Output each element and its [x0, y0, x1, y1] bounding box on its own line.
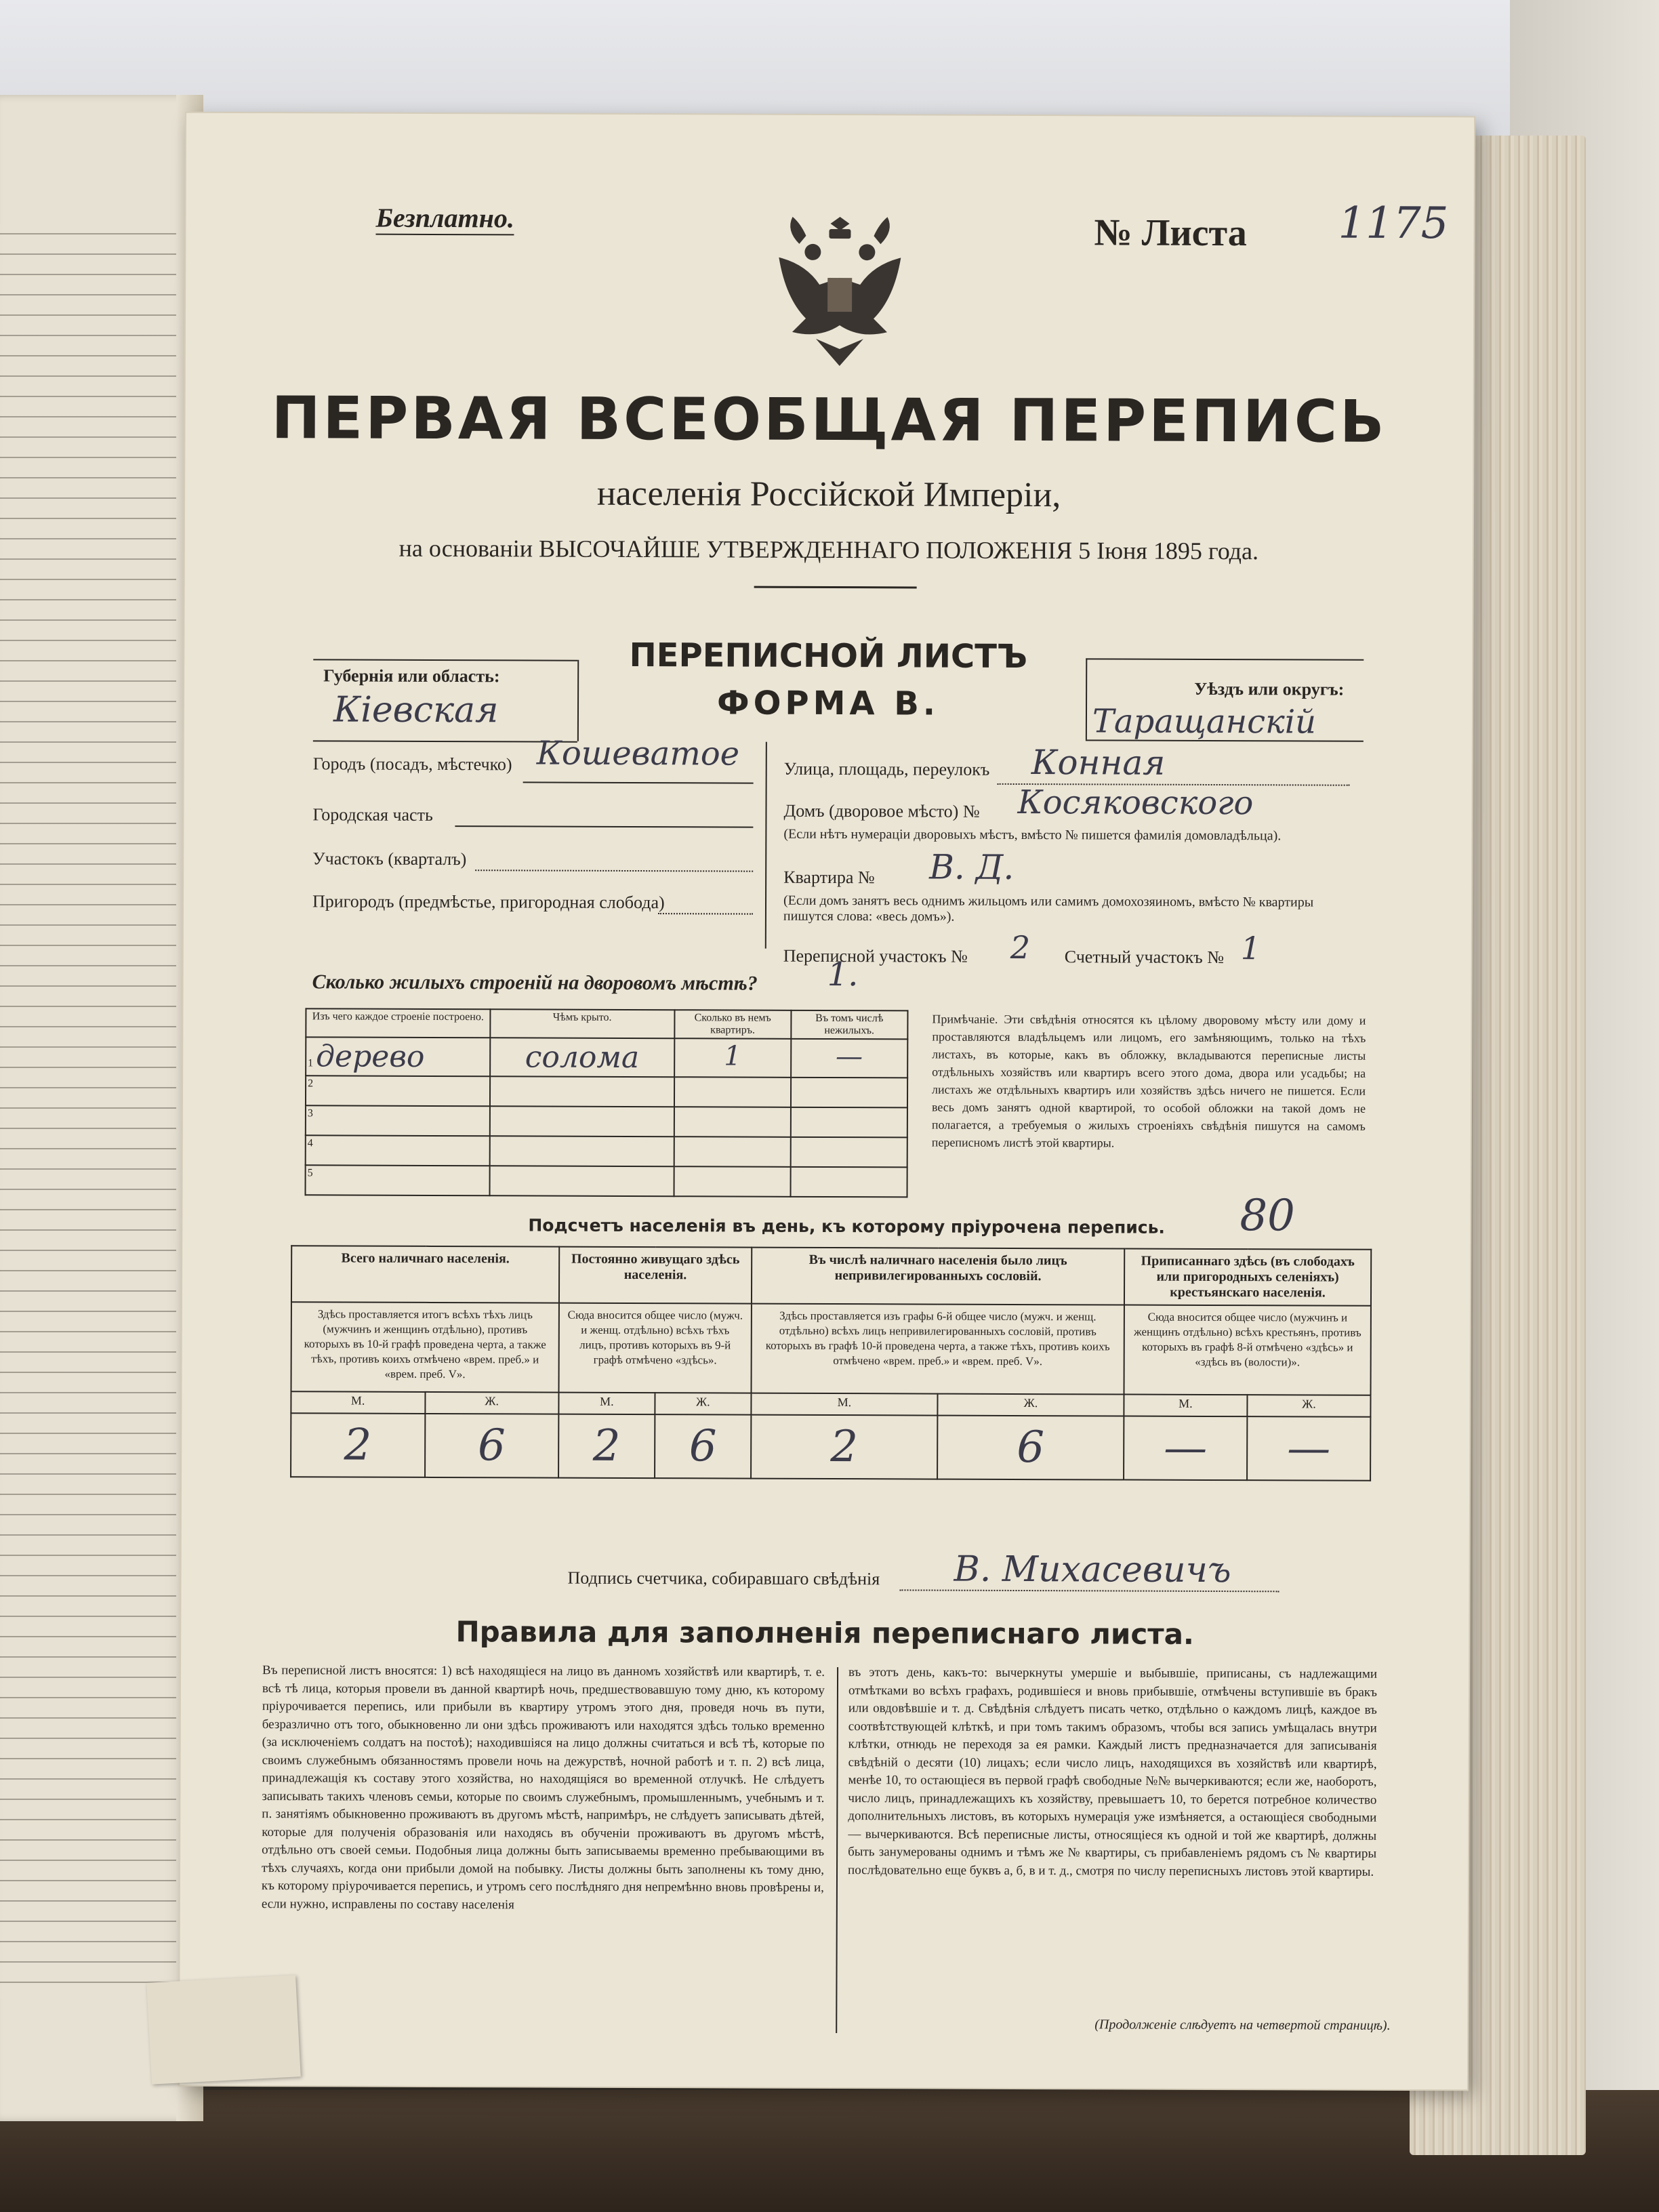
city-label: Городъ (посадъ, мѣстечко) — [312, 754, 512, 775]
paper-tab — [146, 1975, 301, 2084]
street-value: Конная — [1031, 743, 1166, 783]
buildings-note: Примѣчаніе. Эти свѣдѣнія относятся къ цѣлому дворовому мѣсту или дому и проставляются владѣльцемъ или лицомъ, его замѣняющимъ, только на тѣхъ листахъ, въ которые, какъ въ обложку, вкладываются переписные листы отдѣльныхъ хозяйствъ или квартиръ всего этого дома, двора или усадьбы; на листахъ же отдѣльныхъ квартиръ или хозяйствъ здѣсь ничего не пишется. Если весь домъ занятъ одной квартирой, то особой обложки на такой домъ не полагается, а требуемыя о жилыхъ строеніяхъ свѣдѣнія пишутся на самомъ переписномъ листѣ этой квартиры. — [931, 1012, 1366, 1150]
population-desc-nonprivileged: Здѣсь проставляется изъ графы 6-й общее число (мужч. и женщ. отдѣльно) всѣхъ лицъ непривилегированныхъ сословій, противъ которыхъ въ графѣ 10-й проведена черта, а также тѣхъ, противъ коихъ отмѣчено «врем. преб.» и «врем. преб. V». — [751, 1304, 1124, 1395]
population-desc-peasants: Сюда вносится общее число (мужчинъ и женщинъ отдѣльно) всѣхъ крестьянъ, противъ которыхъ въ графѣ 8-й отмѣчено «здѣсь» и «здѣсь въ (волости)». — [1124, 1305, 1370, 1395]
roof-cell — [489, 1166, 674, 1196]
guberniya-label: Губернія или область: — [323, 665, 500, 687]
population-handwritten-total: 80 — [1240, 1191, 1295, 1242]
apartments-cell — [674, 1107, 791, 1137]
buildings-table — [305, 1008, 909, 1197]
census-sheet — [180, 113, 1474, 2090]
population-desc-total: Здѣсь проставляется итогъ всѣхъ тѣхъ лицъ (мужчинъ и женщинъ отдѣльно), противъ которыхъ въ 10-й графѣ проведена черта, а также тѣхъ, противъ коихъ отмѣчено «врем. преб.» и «врем. преб. V». — [291, 1302, 559, 1392]
nonresidential-value: — — [791, 1039, 907, 1078]
city-part-line — [455, 825, 753, 828]
population-head-peasants: Приписаннаго здѣсь (въ слободахъ или пригородныхъ селеніяхъ) крестьянскаго населенія. — [1124, 1249, 1371, 1306]
population-table — [290, 1245, 1372, 1481]
buildings-header-apartments: Сколько въ немъ квартиръ. — [674, 1010, 791, 1039]
plot-line — [475, 869, 753, 872]
peasants-female-value: — — [1247, 1416, 1370, 1481]
buildings-row — [306, 1165, 907, 1197]
buildings-value: 1. — [827, 956, 859, 994]
population-title: Подсчетъ населенія въ день, къ которому пріурочена перепись. — [528, 1215, 1165, 1237]
form-title: ПЕРЕПИСНОЙ ЛИСТЪ — [629, 636, 1028, 676]
left-page-text-lines — [0, 224, 197, 1999]
guberniya-value: Кіевская — [333, 689, 499, 731]
apartments-cell — [674, 1166, 790, 1197]
population-head-nonprivileged: Въ числѣ наличнаго населенія было лицъ непривилегированныхъ сословій. — [752, 1248, 1124, 1305]
apartments-cell — [674, 1136, 790, 1167]
permanent-male-value: 2 — [558, 1414, 655, 1478]
material-value: дерево — [316, 1039, 425, 1074]
buildings-header-roof: Чѣмъ крыто. — [490, 1009, 674, 1038]
uezd-box-top — [1086, 658, 1364, 660]
uezd-box-left — [1086, 658, 1087, 739]
buildings-question: Сколько жилыхъ строеній на дворовомъ мѣстѣ? — [312, 970, 758, 995]
signature-label: Подпись счетчика, собиравшаго свѣдѣнія — [567, 1568, 880, 1589]
nonresidential-cell — [790, 1167, 907, 1197]
row-number: 5 — [306, 1165, 490, 1195]
city-value: Кошеватое — [536, 734, 740, 773]
nonprivileged-female-value: 6 — [937, 1416, 1124, 1480]
guberniya-box-top — [313, 659, 577, 661]
nonresidential-cell — [791, 1078, 907, 1108]
left-neighbouring-page — [0, 95, 203, 2121]
buildings-cell-material — [306, 1037, 490, 1076]
plot-label: Участокъ (кварталъ) — [312, 848, 467, 869]
free-label: Безплатно. — [375, 202, 514, 236]
double-headed-eagle-emblem — [758, 203, 922, 380]
sheet-number-label: № Листа — [1094, 211, 1247, 255]
count-area-label: Счетный участокъ № — [1064, 947, 1225, 968]
document-subtitle: населенія Россійской Имперіи, — [596, 474, 1061, 515]
buildings-header-nonresidential: Въ томъ числѣ нежилыхъ. — [791, 1010, 907, 1040]
apartment-label: Квартира № — [783, 867, 875, 888]
peasants-male-value: — — [1124, 1416, 1247, 1481]
roof-value: солома — [490, 1038, 674, 1077]
nonresidential-cell — [791, 1107, 907, 1138]
row-number: 2 — [306, 1076, 490, 1106]
apartments-value: 1 — [674, 1038, 791, 1078]
rules-title: Правила для заполненія переписнаго листа. — [455, 1615, 1195, 1651]
total-male-value: 2 — [291, 1413, 425, 1477]
row-number: 1 — [308, 1057, 314, 1069]
house-note: (Если нѣтъ нумераціи дворовыхъ мѣстъ, вмѣсто № пишется фамилія домовладѣльца). — [783, 826, 1282, 844]
population-desc-permanent: Сюда вносится общее число (мужч. и женщ. отдѣльно) всѣхъ тѣхъ лицъ, противъ которыхъ въ 9-й графѣ отмѣчено «здѣсь». — [558, 1303, 751, 1393]
female-label: Ж. — [1247, 1395, 1370, 1417]
roof-cell — [490, 1076, 674, 1107]
rules-column-divider — [836, 1667, 838, 2033]
house-label: Домъ (дворовое мѣсто) № — [783, 800, 980, 821]
rules-continued-note: (Продолженіе слѣдуетъ на четвертой страницѣ). — [1094, 2017, 1391, 2033]
count-area-value: 1 — [1240, 930, 1261, 967]
uezd-value: Таращанскій — [1092, 702, 1317, 741]
buildings-row — [306, 1105, 907, 1137]
buildings-header-material: Изъ чего каждое строеніе построено. — [306, 1008, 490, 1038]
sheet-number-handwritten: 1175 — [1338, 198, 1449, 249]
apartment-value: В. Д. — [929, 847, 1015, 887]
female-label: Ж. — [655, 1393, 751, 1414]
uezd-label: Уѣздъ или округъ: — [1194, 678, 1345, 699]
apartment-note: (Если домъ занятъ весь однимъ жильцомъ или самимъ домохозяиномъ, вмѣсто № квартиры пишутся слова: «весь домъ»). — [783, 893, 1314, 924]
rules-right-column: въ этотъ день, какъ-то: вычеркнуты умершіе и выбывшіе, приписаны, съ надлежащими отмѣтками во всѣхъ графахъ, родившіеся и вновь прибывшіе, отмѣчены вступившіе въ бракъ или овдовѣвшіе и т. д. Свѣдѣнія слѣдуетъ писать четко, отдѣльно о каждомъ лицѣ, каждое въ соотвѣтствующей клѣткѣ, и при томъ такимъ образомъ, чтобы вся запись умѣщалась внутри клѣтки, отнюдь не переходя за ея рамки. Каждый листъ предназначается для записыванія свѣдѣній о десяти (10) лицахъ; если число лицъ, находящихся въ хозяйствѣ или квартирѣ, менѣе 10, то остающіеся въ первой графѣ свободные №№ вычеркиваются; если же, наоборотъ, число лицъ, принадлежащихъ къ хозяйству, превышаетъ 10, то берется потребное количество дополнительныхъ листовъ, въ которыхъ нумерація уже измѣняется, а остающіеся свободными — вычеркиваются. Всѣ переписные листы, относящіеся къ одной и той же квартирѣ, должны быть занумерованы однимъ и тѣмъ же № квартиры, съ прибавленіемъ рядомъ съ № квартиры послѣдовательно еще буквъ а, б, в и т. д., смотря по числу переписныхъ листовъ этой квартиры. — [848, 1665, 1378, 1879]
female-label: Ж. — [425, 1392, 559, 1414]
nonresidential-cell — [790, 1137, 907, 1168]
male-label: М. — [291, 1391, 425, 1414]
house-value: Косяковского — [1017, 783, 1254, 823]
uezd-box-bottom — [1086, 739, 1364, 741]
document-title: ПЕРВАЯ ВСЕОБЩАЯ ПЕРЕПИСЬ — [271, 384, 1387, 456]
roof-cell — [489, 1136, 674, 1166]
suburb-label: Пригородъ (предмѣстье, пригородная слобода) — [312, 891, 665, 913]
population-head-permanent: Постоянно живущаго здѣсь населенія. — [559, 1247, 752, 1304]
signature-value: В. Михасевичъ — [954, 1549, 1231, 1591]
total-female-value: 6 — [425, 1414, 559, 1478]
street-label: Улица, площадь, переулокъ — [783, 758, 990, 779]
male-label: М. — [558, 1393, 655, 1414]
city-line — [523, 781, 754, 783]
female-label: Ж. — [937, 1394, 1124, 1416]
city-part-label: Городская часть — [312, 804, 433, 825]
guberniya-box-right — [577, 660, 579, 741]
buildings-row — [306, 1135, 907, 1167]
permanent-female-value: 6 — [655, 1414, 751, 1478]
census-area-value: 2 — [1010, 928, 1031, 966]
nonprivileged-male-value: 2 — [751, 1415, 937, 1479]
male-label: М. — [751, 1393, 937, 1416]
row-number: 4 — [306, 1135, 490, 1166]
population-head-total: Всего наличнаго населенія. — [291, 1246, 559, 1303]
census-area-label: Переписной участокъ № — [783, 945, 968, 966]
buildings-row — [306, 1037, 907, 1078]
roof-cell — [490, 1106, 674, 1136]
legal-basis: на основаніи ВЫСОЧАЙШЕ УТВЕРЖДЕННАГО ПОЛОЖЕНІЯ 5 Іюня 1895 года. — [398, 534, 1259, 565]
row-number: 3 — [306, 1105, 490, 1136]
title-divider — [754, 586, 917, 589]
address-divider — [765, 742, 767, 949]
form-letter: ФОРМА В. — [716, 684, 940, 723]
apartments-cell — [674, 1077, 791, 1107]
suburb-line — [658, 913, 753, 914]
rules-left-column: Въ переписной листъ вносятся: 1) всѣ находящіеся на лицо въ данномъ хозяйствѣ или квартирѣ, т. е. всѣ тѣ лица, которыя провели въ данной квартирѣ ночь, предшествовавшую тому дню, къ которому пріурочивается перепись, или прибыли въ квартиру утромъ этого дня, проведя ночь въ пути, безразлично отъ того, обыкновенно ли они здѣсь проживаютъ или находятся здѣсь только временно (за исключеніемъ солдатъ на постоѣ); находившіяся на лицо должны считаться и всѣ тѣ, которые по своимъ служебнымъ обязанностямъ провели ночь на дежурствѣ, ночной работѣ и т. п. 2) всѣ лица, принадлежащія къ составу этого хозяйства, но находящіяся во временной отлучкѣ. Не слѣдуетъ записывать такихъ членовъ семьи, которые по своимъ служебнымъ, промышленнымъ, учебнымъ и т. п. занятіямъ обыкновенно проживаютъ въ другомъ мѣстѣ, напримѣръ, не слѣдуетъ записывать дѣтей, которые для полученія образованія или находясь въ обученіи проживаютъ въ другомъ мѣстѣ, отдѣльно отъ своей семьи. Подобныя лица должны быть записываемы временно пребывающими въ тѣхъ случаяхъ, когда они прибыли домой на побывку. Листы должны быть заполнены къ тому дню, къ которому пріурочивается перепись, и утромъ сего послѣдняго дня непремѣнно вновь провѣрены и, если нужно, исправлены по составу населенія — [261, 1663, 825, 1912]
male-label: М. — [1124, 1395, 1247, 1417]
buildings-row — [306, 1076, 907, 1107]
